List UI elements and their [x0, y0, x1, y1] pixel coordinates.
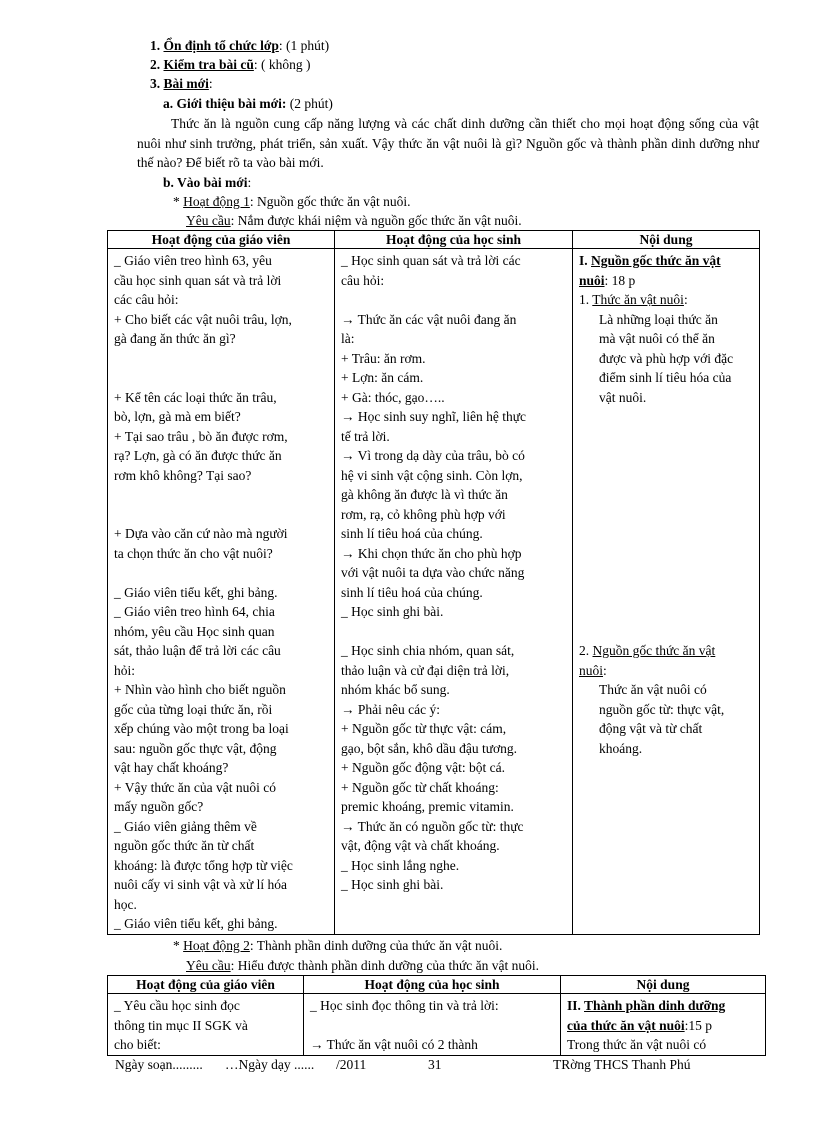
content-line: Là những loại thức ăn: [599, 311, 718, 327]
activity-name: Hoạt động 2: [183, 938, 250, 953]
student-line: → Học sinh suy nghĩ, liên hệ thực: [341, 409, 527, 424]
student-line: _ Học sinh chia nhóm, quan sát,: [341, 643, 515, 658]
item-number: 2.: [150, 57, 161, 72]
teacher-line: [114, 349, 328, 369]
footer-page-number: 31: [428, 1057, 442, 1072]
section-2-text: Trong thức ăn vật nuôi có: [567, 1037, 707, 1052]
teacher-line: + Dựa vào căn cứ nào mà người: [114, 526, 288, 541]
activity-rest: : Nguồn gốc thức ăn vật nuôi.: [249, 194, 411, 209]
content-line: mà vật nuôi có thể ăn: [599, 331, 715, 346]
table-header-row: [108, 231, 760, 249]
teacher-line: các câu hỏi:: [114, 292, 179, 307]
teacher-line: _ Giáo viên tiểu kết, ghi bảng.: [114, 584, 278, 600]
activity-1-heading: [173, 192, 411, 211]
teacher-line: _ Giáo viên treo hình 63, yêu: [114, 253, 272, 268]
teacher-line: [114, 563, 328, 583]
sub-b-label: b. Vào bài mới: [163, 175, 248, 190]
section-2-title-line-2: của thức ăn vật nuôi:15 p: [567, 1017, 713, 1033]
teacher-line: [114, 485, 328, 505]
student-line: → Khi chọn thức ăn cho phù hợp: [341, 545, 522, 561]
outline-item-3: [150, 74, 213, 93]
teacher-line: hỏi:: [114, 662, 136, 678]
content-line: nguồn gốc từ: thực vật,: [599, 701, 725, 717]
teacher-line: + Nhìn vào hình cho biết nguồn: [114, 682, 286, 697]
content-cell: [561, 994, 766, 1056]
student-line: [341, 622, 566, 642]
teacher-line: mấy nguồn gốc?: [114, 799, 204, 814]
activity-2-requirement: [186, 956, 539, 975]
student-line: thảo luận và cử đại diện trả lời,: [341, 662, 510, 678]
student-line: + Nguồn gốc từ thực vật: cám,: [341, 721, 507, 736]
activity-star: *: [173, 194, 184, 209]
content-line: Thức ăn vật nuôi có: [599, 682, 707, 697]
table-header-row: [108, 976, 766, 994]
header-teacher: Hoạt động của giáo viên: [108, 976, 304, 994]
student-cell: [335, 249, 573, 935]
activity-star: *: [173, 938, 184, 953]
item-title: Ổn định tổ chức lớp: [163, 38, 279, 53]
content-spacer: [579, 407, 753, 641]
teacher-line: thông tin mục II SGK và: [114, 1017, 248, 1033]
teacher-line: _ Giáo viên treo hình 64, chia: [114, 604, 275, 619]
student-line: sinh lí tiêu hoá của chúng.: [341, 526, 483, 541]
item-rest: :: [208, 76, 213, 91]
student-line: + Nguồn gốc từ chất khoáng:: [341, 779, 499, 795]
item-number: 3.: [150, 76, 161, 91]
outline-item-2: [150, 55, 311, 74]
requirement-rest: : Hiểu được thành phần dinh dưỡng của thức ăn vật nuôi.: [230, 958, 540, 973]
header-student: Hoạt động của học sinh: [335, 231, 573, 249]
footer-year: /2011: [336, 1057, 367, 1072]
student-line: → Thức ăn có nguồn gốc từ: thực: [341, 818, 524, 834]
teacher-cell: [108, 249, 335, 935]
subsection-2-title-line-1: 2. Nguồn gốc thức ăn vật: [579, 643, 716, 658]
item-title: Kiểm tra bài cũ: [163, 57, 254, 72]
content-line: khoáng.: [599, 740, 643, 756]
teacher-line: cầu học sinh quan sát và trả lời: [114, 272, 282, 288]
activity-1-requirement: [186, 211, 522, 230]
teacher-line: _ Yêu cầu học sinh đọc: [114, 998, 240, 1013]
student-line: câu hỏi:: [341, 272, 385, 288]
student-line: sinh lí tiêu hoá của chúng.: [341, 584, 483, 600]
activity-2-heading: [173, 936, 502, 955]
section-1-title-line-2: nuôi: 18 p: [579, 272, 636, 288]
intro-paragraph: Thức ăn là nguồn cung cấp năng lượng và các chất dinh dưỡng cần thiết cho mọi hoạt động sống của vật nuôi như sinh trưởng, phát triển, sản xuất. Vậy thức ăn vật nuôi là gì? Nguồn gốc và thành phần dinh dưỡng như thế nào? Để biết rõ ta vào bài mới.: [137, 116, 759, 170]
student-cell: [304, 994, 561, 1056]
teacher-line: rạ? Lợn, gà có ăn được thức ăn: [114, 448, 282, 463]
student-line: _ Học sinh ghi bài.: [341, 604, 444, 619]
item-number: 1.: [150, 38, 161, 53]
student-line: + Gà: thóc, gạo…..: [341, 389, 445, 405]
teacher-line: + Cho biết các vật nuôi trâu, lợn,: [114, 311, 292, 327]
student-line: rơm, rạ, cỏ không phù hợp với: [341, 506, 506, 522]
teacher-line: + Tại sao trâu , bò ăn được rơm,: [114, 428, 288, 444]
student-line: _ Học sinh quan sát và trả lời các: [341, 253, 521, 268]
student-line: → Thức ăn các vật nuôi đang ăn: [341, 311, 517, 327]
footer-date-taught: …Ngày dạy ......: [225, 1057, 315, 1072]
footer-date-prepared: Ngày soạn.........: [115, 1057, 203, 1072]
activity-1-table: [107, 230, 760, 935]
student-line: _ Học sinh ghi bài.: [341, 877, 444, 892]
student-line: _ Học sinh đọc thông tin và trả lời:: [310, 998, 499, 1013]
activity-2-table: [107, 975, 766, 1056]
header-content: Nội dung: [573, 231, 760, 249]
teacher-line: học.: [114, 896, 137, 912]
outline-sub-b: [163, 173, 251, 192]
student-line: premic khoáng, premic vitamin.: [341, 799, 514, 814]
teacher-line: bò, lợn, gà mà em biết?: [114, 409, 241, 424]
teacher-line: [114, 505, 328, 525]
student-line: [310, 1016, 554, 1036]
requirement-rest: : Nắm được khái niệm và nguồn gốc thức ăn vật nuôi.: [230, 213, 522, 228]
student-line: → Thức ăn vật nuôi có 2 thành: [310, 1037, 478, 1052]
subsection-2-title-line-2: nuôi:: [579, 662, 607, 678]
requirement-label: Yêu cầu: [186, 958, 231, 973]
requirement-label: Yêu cầu: [186, 213, 231, 228]
sub-a-rest: (2 phút): [286, 96, 333, 111]
teacher-line: sát, thảo luận để trả lời các câu: [114, 643, 281, 658]
teacher-line: cho biết:: [114, 1037, 161, 1052]
item-rest: : (1 phút): [278, 38, 330, 53]
teacher-line: nuôi cấy vi sinh vật và xử lí hóa: [114, 877, 288, 892]
student-line: [341, 290, 566, 310]
student-line: là:: [341, 331, 355, 346]
sub-a-label: a. Giới thiệu bài mới:: [163, 96, 287, 111]
outline-sub-a: [163, 94, 333, 113]
student-line: + Lợn: ăn cám.: [341, 370, 424, 385]
student-line: + Trâu: ăn rơm.: [341, 350, 426, 366]
content-line: vật nuôi.: [599, 389, 647, 405]
outline-item-1: [150, 36, 329, 55]
teacher-line: khoáng: là được tổng hợp từ việc: [114, 857, 293, 873]
teacher-line: xếp chúng vào một trong ba loại: [114, 721, 289, 736]
header-teacher: Hoạt động của giáo viên: [108, 231, 335, 249]
content-line: điểm sinh lí tiêu hóa của: [599, 370, 732, 385]
teacher-line: [114, 368, 328, 388]
student-line: + Nguồn gốc động vật: bột cá.: [341, 760, 505, 775]
teacher-line: + Vậy thức ăn của vật nuôi có: [114, 779, 277, 795]
teacher-line: nhóm, yêu cầu Học sinh quan: [114, 623, 275, 639]
teacher-line: vật hay chất khoáng?: [114, 760, 229, 775]
subsection-1-title: 1. Thức ăn vật nuôi:: [579, 292, 688, 307]
sub-b-rest: :: [247, 175, 252, 190]
table-row: [108, 249, 760, 935]
header-content: Nội dung: [561, 976, 766, 994]
footer-school: TRờng THCS Thanh Phú: [553, 1057, 691, 1072]
teacher-line: gốc của từng loại thức ăn, rồi: [114, 701, 273, 717]
student-line: tế trả lời.: [341, 428, 390, 444]
teacher-line: rơm khô không? Tại sao?: [114, 467, 252, 483]
student-line: gạo, bột sắn, khô dầu đậu tương.: [341, 740, 518, 756]
content-line: được và phù hợp với đặc: [599, 350, 734, 366]
teacher-line: ta chọn thức ăn cho vật nuôi?: [114, 545, 273, 561]
student-line: hệ vi sinh vật cộng sinh. Còn lợn,: [341, 467, 523, 483]
content-line: động vật và từ chất: [599, 721, 703, 736]
table-row: [108, 994, 766, 1056]
student-line: nhóm khác bổ sung.: [341, 682, 450, 697]
student-line: → Vì trong dạ dày của trâu, bò có: [341, 448, 525, 463]
student-line: → Phải nêu các ý:: [341, 701, 440, 717]
student-line: vật, động vật và chất khoáng.: [341, 838, 500, 853]
teacher-line: nguồn gốc thức ăn từ chất: [114, 838, 255, 853]
teacher-line: sau: nguồn gốc thực vật, động: [114, 740, 277, 756]
student-line: _ Học sinh lắng nghe.: [341, 857, 460, 873]
section-1-title-line-1: I. Nguồn gốc thức ăn vật: [579, 253, 721, 268]
activity-rest: : Thành phần dinh dưỡng của thức ăn vật nuôi.: [249, 938, 503, 953]
activity-name: Hoạt động 1: [183, 194, 250, 209]
teacher-line: + Kể tên các loại thức ăn trâu,: [114, 389, 277, 405]
item-title: Bài mới: [163, 76, 209, 91]
student-line: với vật nuôi ta dựa vào chức năng: [341, 565, 525, 580]
teacher-line: _ Giáo viên giảng thêm về: [114, 818, 257, 834]
item-rest: : ( không ): [253, 57, 311, 72]
teacher-line: gà đang ăn thức ăn gì?: [114, 331, 236, 346]
header-student: Hoạt động của học sinh: [304, 976, 561, 994]
section-2-title-line-1: II. Thành phần dinh dưỡng: [567, 998, 726, 1013]
student-line: gà không ăn được là vì thức ăn: [341, 487, 508, 502]
teacher-line: _ Giáo viên tiểu kết, ghi bảng.: [114, 916, 278, 931]
content-cell: [573, 249, 760, 935]
teacher-cell: [108, 994, 304, 1056]
